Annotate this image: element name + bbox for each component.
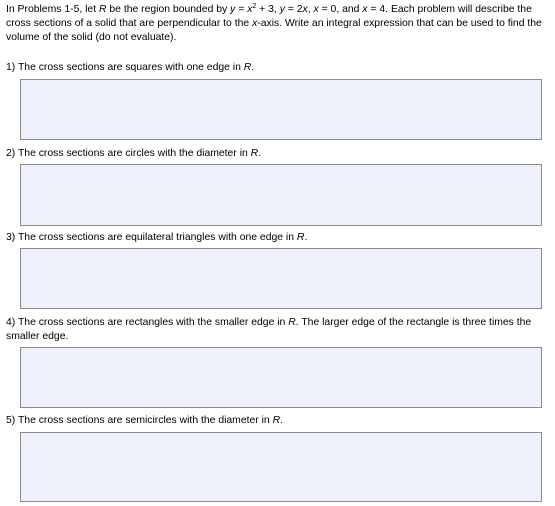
question-5-answer-box[interactable] — [20, 432, 542, 502]
question-1-label: 1) The cross sections are squares with one edge in R. — [6, 62, 255, 73]
question-5-answer-field[interactable] — [21, 433, 541, 501]
question-5-label: 5) The cross sections are semicircles with the diameter in R. — [6, 415, 284, 426]
question-4-answer-box[interactable] — [20, 347, 542, 408]
question-3-answer-field[interactable] — [21, 249, 541, 308]
question-4-label: 4) The cross sections are rectangles with the smaller edge in R. The larger edge of the rectangle is three times the smaller edge. — [6, 317, 532, 342]
question-2-answer-field[interactable] — [21, 165, 541, 225]
question-1-answer-box[interactable] — [20, 79, 542, 140]
region-symbol: R — [98, 4, 107, 15]
question-2-answer-box[interactable] — [20, 164, 542, 226]
question-4-answer-field[interactable] — [21, 348, 541, 407]
exponent: 2 — [252, 3, 257, 10]
question-2-label: 2) The cross sections are circles with the diameter in R. — [6, 148, 262, 159]
problem-instructions: In Problems 1-5, let R be the region bounded by $y = x^2 + 3$, y = 2x, x = 0, and x = 4. Each problem will describe the cross sections of a solid that are perpendicular to the x-axis. Write an integral expression that can be used to find the volume of the solid (do not evaluate). — [6, 3, 542, 43]
question-1-answer-field[interactable] — [21, 80, 541, 139]
question-3-label: 3) The cross sections are equilateral triangles with one edge in R. — [6, 232, 308, 243]
question-3-answer-box[interactable] — [20, 248, 542, 309]
